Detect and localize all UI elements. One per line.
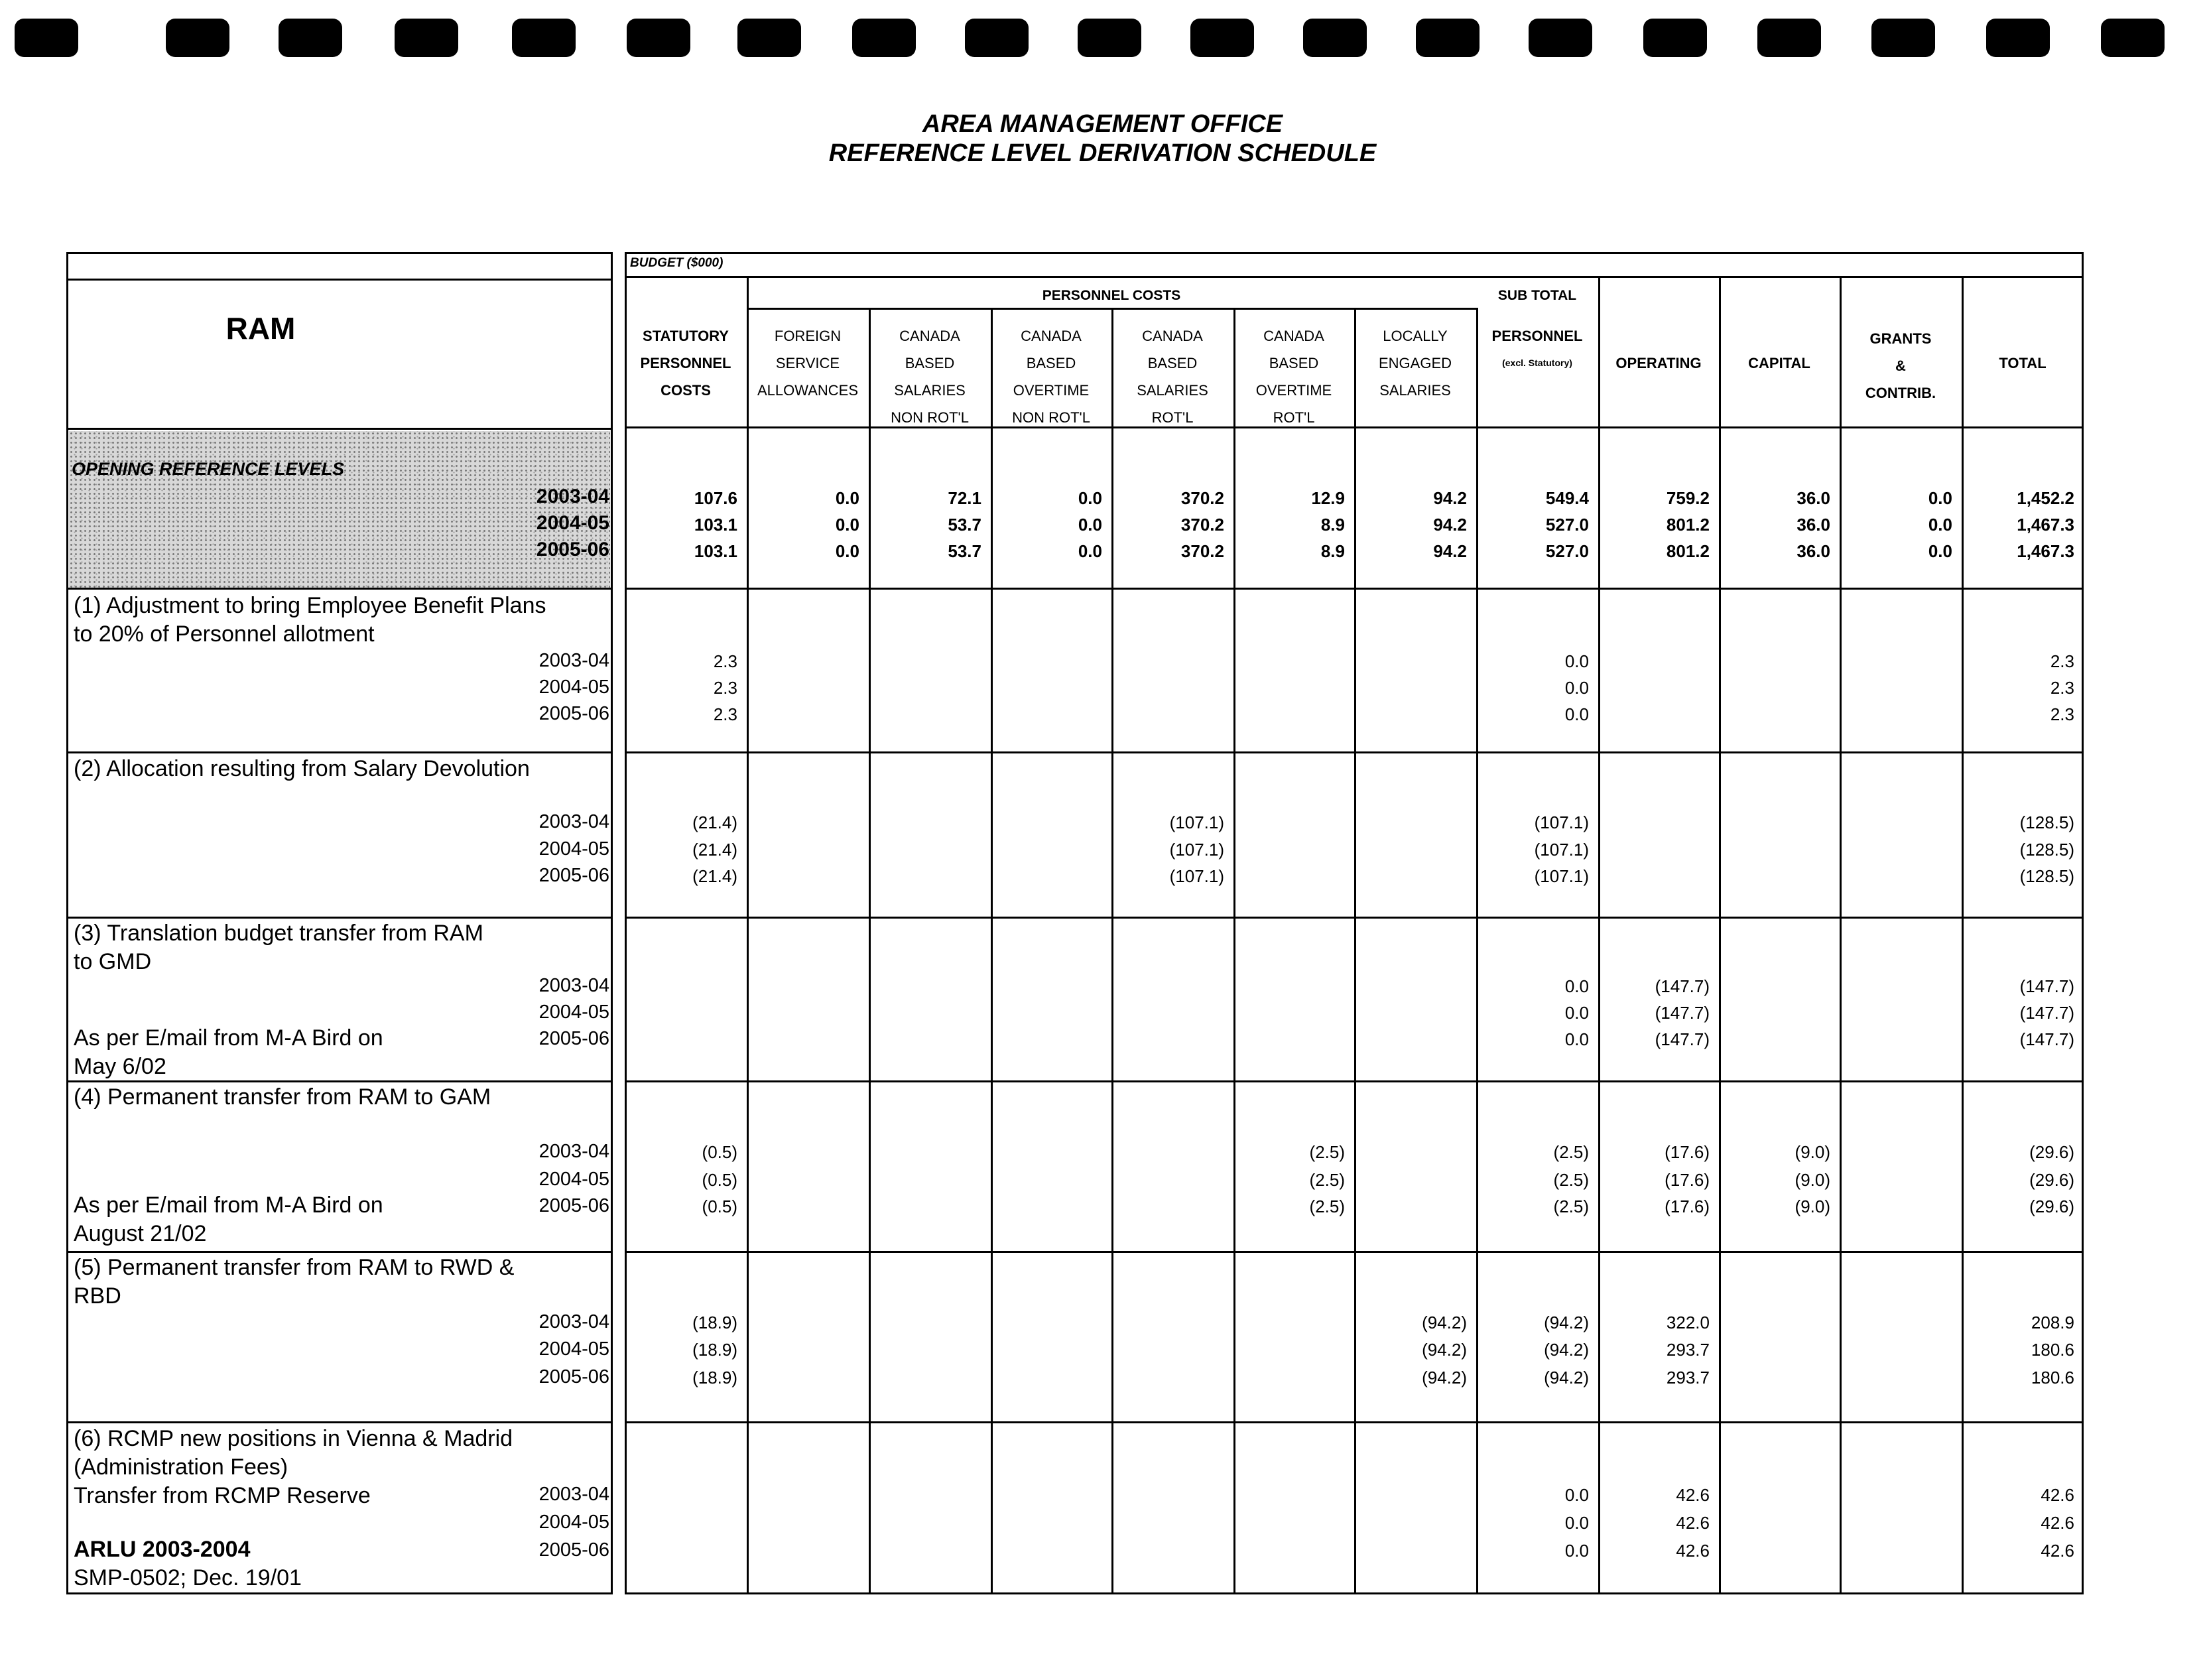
- section-description: (3) Translation budget transfer from RAM: [74, 921, 483, 946]
- table-cell: 36.0: [1796, 541, 1830, 561]
- row-divider: [625, 1421, 2084, 1423]
- table-cell: 94.2: [1433, 541, 1467, 561]
- table-cell: (29.6): [2029, 1196, 2074, 1216]
- table-cell: 0.0: [1078, 541, 1102, 561]
- column-header: [1111, 322, 1233, 431]
- table-cell: 180.6: [2031, 1368, 2074, 1388]
- table-cell: (94.2): [1422, 1368, 1467, 1388]
- table-cell: 42.6: [1676, 1485, 1710, 1505]
- column-header-line: BASED: [1269, 355, 1319, 371]
- table-cell: 322.0: [1666, 1313, 1710, 1332]
- section-description: to 20% of Personnel allotment: [74, 621, 375, 647]
- table-cell: 0.0: [835, 488, 859, 508]
- column-header-line: CANADA: [1263, 328, 1324, 344]
- section-note: ARLU 2003-2004: [74, 1537, 251, 1562]
- personnel-costs-label: PERSONNEL COSTS: [1042, 288, 1181, 303]
- perforation-mark: [1529, 19, 1592, 57]
- table-cell: (94.2): [1544, 1368, 1589, 1388]
- table-cell: 1,467.3: [2017, 541, 2074, 561]
- column-header: [869, 322, 991, 431]
- section-description: (Administration Fees): [74, 1454, 288, 1480]
- perforation-mark: [15, 19, 78, 57]
- row-divider: [625, 917, 2084, 919]
- table-cell: 8.9: [1320, 515, 1345, 535]
- fiscal-year-label: 2004-05: [538, 677, 609, 698]
- column-header-line: CANADA: [1142, 328, 1203, 344]
- perforation-mark: [1078, 19, 1141, 57]
- table-cell: 42.6: [1676, 1513, 1710, 1533]
- table-cell: (18.9): [692, 1368, 737, 1388]
- column-header-line: SALARIES: [1137, 382, 1208, 399]
- table-cell: (2.5): [1309, 1196, 1345, 1216]
- left-header-divider: [66, 279, 613, 281]
- table-cell: 0.0: [1564, 678, 1589, 698]
- table-cell: 2.3: [2050, 651, 2074, 671]
- table-cell: 0.0: [1928, 515, 1952, 535]
- column-header-line: GRANTS: [1869, 330, 1932, 347]
- table-cell: (147.7): [2019, 1029, 2074, 1049]
- row-divider: [625, 1080, 2084, 1082]
- fiscal-year-label: 2003-04: [538, 650, 609, 671]
- column-divider: [1962, 276, 1964, 1594]
- table-cell: (128.5): [2019, 840, 2074, 860]
- table-cell: 180.6: [2031, 1340, 2074, 1360]
- table-cell: (0.5): [702, 1142, 737, 1162]
- column-header: [1476, 322, 1598, 377]
- column-header-line: LOCALLY: [1383, 328, 1448, 344]
- table-cell: 0.0: [1564, 651, 1589, 671]
- table-cell: 0.0: [1564, 704, 1589, 724]
- table-cell: (18.9): [692, 1313, 737, 1332]
- table-cell: (107.1): [1534, 812, 1589, 832]
- column-header-line: ALLOWANCES: [757, 382, 858, 399]
- fiscal-year-label: 2003-04: [538, 1484, 609, 1505]
- column-header-line: NON ROT'L: [891, 409, 969, 426]
- table-cell: (2.5): [1309, 1142, 1345, 1162]
- table-cell: 36.0: [1796, 488, 1830, 508]
- column-header-line: CANADA: [899, 328, 960, 344]
- section-note: As per E/mail from M-A Bird on: [74, 1193, 383, 1218]
- fiscal-year-label: 2004-05: [538, 1338, 609, 1360]
- table-cell: 549.4: [1545, 488, 1589, 508]
- table-cell: 293.7: [1666, 1368, 1710, 1388]
- fiscal-year-label: 2004-05: [538, 1002, 609, 1023]
- fiscal-year-label: 2004-05: [538, 1512, 609, 1533]
- table-cell: (147.7): [1655, 1029, 1710, 1049]
- table-cell: (9.0): [1795, 1170, 1830, 1190]
- section-description: (6) RCMP new positions in Vienna & Madrid: [74, 1426, 513, 1451]
- column-header-line: CANADA: [1021, 328, 1082, 344]
- table-cell: (9.0): [1795, 1196, 1830, 1216]
- opening-year: 2004-05: [536, 512, 609, 534]
- section-description: RBD: [74, 1283, 121, 1309]
- table-cell: (2.5): [1553, 1196, 1589, 1216]
- fiscal-year-label: 2003-04: [538, 811, 609, 832]
- column-header-line: OVERTIME: [1013, 382, 1090, 399]
- perforation-strip: [0, 19, 2205, 65]
- table-cell: (21.4): [692, 840, 737, 860]
- table-cell: 370.2: [1180, 515, 1224, 535]
- fiscal-year-label: 2005-06: [538, 1028, 609, 1049]
- table-cell: (147.7): [1655, 1003, 1710, 1023]
- column-header-line: SERVICE: [775, 355, 840, 371]
- ram-header: RAM: [225, 311, 296, 346]
- table-cell: (147.7): [2019, 976, 2074, 996]
- fiscal-year-label: 2005-06: [538, 865, 609, 886]
- table-cell: (107.1): [1169, 840, 1224, 860]
- table-cell: (107.1): [1534, 866, 1589, 886]
- perforation-mark: [737, 19, 801, 57]
- table-cell: 370.2: [1180, 541, 1224, 561]
- column-header-line: &: [1895, 357, 1906, 374]
- table-cell: (107.1): [1169, 866, 1224, 886]
- table-cell: 759.2: [1666, 488, 1710, 508]
- table-cell: 0.0: [1564, 1485, 1589, 1505]
- perforation-mark: [1303, 19, 1367, 57]
- table-cell: 1,467.3: [2017, 515, 2074, 535]
- perforation-mark: [1871, 19, 1935, 57]
- table-cell: (94.2): [1544, 1340, 1589, 1360]
- table-cell: 42.6: [1676, 1541, 1710, 1561]
- opening-stipple-background: [69, 431, 610, 588]
- perforation-mark: [852, 19, 916, 57]
- column-header-line: PERSONNEL: [1491, 328, 1583, 344]
- opening-year: 2003-04: [536, 485, 609, 507]
- section-description: (2) Allocation resulting from Salary Devolution: [74, 756, 530, 781]
- perforation-mark: [512, 19, 576, 57]
- perforation-mark: [1190, 19, 1254, 57]
- table-cell: (94.2): [1422, 1313, 1467, 1332]
- table-cell: (2.5): [1553, 1142, 1589, 1162]
- table-cell: 527.0: [1545, 541, 1589, 561]
- table-cell: (18.9): [692, 1340, 737, 1360]
- perforation-mark: [1986, 19, 2050, 57]
- section-note: SMP-0502; Dec. 19/01: [74, 1565, 302, 1590]
- table-cell: 0.0: [1928, 488, 1952, 508]
- table-cell: (9.0): [1795, 1142, 1830, 1162]
- perforation-mark: [279, 19, 342, 57]
- table-cell: 94.2: [1433, 515, 1467, 535]
- row-divider: [625, 751, 2084, 753]
- table-cell: 2.3: [2050, 678, 2074, 698]
- table-cell: 53.7: [948, 515, 981, 535]
- row-divider: [66, 1251, 613, 1253]
- column-header: [1354, 322, 1476, 404]
- section-note: August 21/02: [74, 1221, 207, 1246]
- row-divider: [66, 751, 613, 753]
- page-title: AREA MANAGEMENT OFFICE: [922, 110, 1283, 138]
- row-divider: [66, 588, 613, 590]
- left-header-bottom: [66, 428, 613, 430]
- table-cell: 527.0: [1545, 515, 1589, 535]
- table-cell: 2.3: [713, 651, 737, 671]
- column-header-line: (excl. Statutory): [1502, 357, 1572, 368]
- opening-year: 2005-06: [536, 539, 609, 560]
- table-cell: 0.0: [1078, 515, 1102, 535]
- section-description: Transfer from RCMP Reserve: [74, 1483, 371, 1508]
- table-cell: 0.0: [1564, 1003, 1589, 1023]
- column-header-line: SALARIES: [894, 382, 966, 399]
- fiscal-year-label: 2005-06: [538, 1195, 609, 1216]
- table-cell: 0.0: [835, 515, 859, 535]
- row-divider: [66, 1421, 613, 1423]
- column-header-line: OVERTIME: [1255, 382, 1332, 399]
- table-cell: (21.4): [692, 812, 737, 832]
- table-cell: (17.6): [1665, 1196, 1710, 1216]
- perforation-mark: [2101, 19, 2165, 57]
- row-divider: [625, 588, 2084, 590]
- column-header-line: ROT'L: [1273, 409, 1315, 426]
- table-cell: (29.6): [2029, 1142, 2074, 1162]
- table-cell: 36.0: [1796, 515, 1830, 535]
- column-header-line: PERSONNEL: [640, 355, 731, 371]
- table-cell: 12.9: [1311, 488, 1345, 508]
- table-cell: 0.0: [835, 541, 859, 561]
- opening-reference-levels-label: OPENING REFERENCE LEVELS: [72, 459, 345, 479]
- column-header: [625, 322, 747, 404]
- column-header: [1840, 325, 1962, 407]
- section-note: May 6/02: [74, 1054, 166, 1079]
- column-header-line: ROT'L: [1151, 409, 1194, 426]
- fiscal-year-label: 2004-05: [538, 838, 609, 860]
- column-divider: [1598, 276, 1600, 1594]
- column-header-line: COSTS: [661, 382, 711, 399]
- perforation-mark: [395, 19, 458, 57]
- table-cell: (107.1): [1169, 812, 1224, 832]
- column-header-line: STATUTORY: [643, 328, 729, 344]
- table-cell: 42.6: [2041, 1541, 2074, 1561]
- page-subtitle: REFERENCE LEVEL DERIVATION SCHEDULE: [828, 139, 1377, 167]
- section-description: (1) Adjustment to bring Employee Benefit Plans: [74, 593, 546, 618]
- table-cell: (2.5): [1553, 1170, 1589, 1190]
- perforation-mark: [965, 19, 1029, 57]
- fiscal-year-label: 2003-04: [538, 1141, 609, 1162]
- table-cell: 2.3: [2050, 704, 2074, 724]
- column-header-line: FOREIGN: [774, 328, 842, 344]
- column-header-line: CONTRIB.: [1865, 385, 1936, 401]
- column-divider: [747, 276, 749, 1594]
- perforation-mark: [166, 19, 229, 57]
- table-cell: 103.1: [694, 541, 737, 561]
- sub-total-label: SUB TOTAL: [1497, 288, 1577, 303]
- fiscal-year-label: 2005-06: [538, 1539, 609, 1561]
- table-cell: 0.0: [1928, 541, 1952, 561]
- column-divider: [1840, 276, 1842, 1594]
- table-cell: 370.2: [1180, 488, 1224, 508]
- table-cell: 0.0: [1564, 976, 1589, 996]
- row-divider: [625, 1251, 2084, 1253]
- table-cell: 293.7: [1666, 1340, 1710, 1360]
- column-divider: [1719, 276, 1721, 1594]
- table-cell: 53.7: [948, 541, 981, 561]
- table-cell: (17.6): [1665, 1170, 1710, 1190]
- column-header: [1598, 350, 1719, 377]
- row-divider: [66, 917, 613, 919]
- table-cell: 72.1: [948, 488, 981, 508]
- table-cell: (21.4): [692, 866, 737, 886]
- fiscal-year-label: 2005-06: [538, 1366, 609, 1388]
- budget-label: BUDGET ($000): [630, 256, 724, 270]
- table-cell: 2.3: [713, 704, 737, 724]
- table-cell: (94.2): [1544, 1313, 1589, 1332]
- table-cell: (147.7): [1655, 976, 1710, 996]
- section-description: (5) Permanent transfer from RAM to RWD &: [74, 1255, 515, 1280]
- table-cell: 1,452.2: [2017, 488, 2074, 508]
- table-cell: 107.6: [694, 488, 737, 508]
- table-cell: 0.0: [1564, 1029, 1589, 1049]
- column-header-line: OPERATING: [1615, 355, 1702, 371]
- table-cell: (0.5): [702, 1170, 737, 1190]
- table-cell: (147.7): [2019, 1003, 2074, 1023]
- table-cell: 801.2: [1666, 515, 1710, 535]
- table-cell: 208.9: [2031, 1313, 2074, 1332]
- table-cell: 103.1: [694, 515, 737, 535]
- table-cell: (0.5): [702, 1196, 737, 1216]
- column-header-line: BASED: [1147, 355, 1198, 371]
- section-note: As per E/mail from M-A Bird on: [74, 1025, 383, 1051]
- table-cell: 801.2: [1666, 541, 1710, 561]
- table-cell: 0.0: [1564, 1541, 1589, 1561]
- column-header-line: SALARIES: [1379, 382, 1451, 399]
- fiscal-year-label: 2003-04: [538, 975, 609, 996]
- table-cell: 42.6: [2041, 1485, 2074, 1505]
- table-cell: (128.5): [2019, 812, 2074, 832]
- column-header-line: NON ROT'L: [1012, 409, 1090, 426]
- table-cell: 94.2: [1433, 488, 1467, 508]
- table-cell: 42.6: [2041, 1513, 2074, 1533]
- table-cell: (2.5): [1309, 1170, 1345, 1190]
- column-header-line: BASED: [1026, 355, 1076, 371]
- table-cell: (94.2): [1422, 1340, 1467, 1360]
- fiscal-year-label: 2003-04: [538, 1311, 609, 1332]
- column-header-line: TOTAL: [1999, 355, 2047, 371]
- fiscal-year-label: 2005-06: [538, 703, 609, 724]
- table-cell: 2.3: [713, 678, 737, 698]
- column-header: [1719, 350, 1840, 377]
- table-cell: 8.9: [1320, 541, 1345, 561]
- table-cell: 0.0: [1564, 1513, 1589, 1533]
- column-header-line: CAPITAL: [1748, 355, 1810, 371]
- column-header: [747, 322, 869, 404]
- perforation-mark: [1757, 19, 1821, 57]
- section-description: to GMD: [74, 949, 152, 974]
- perforation-mark: [627, 19, 690, 57]
- column-header: [1233, 322, 1354, 431]
- section-description: (4) Permanent transfer from RAM to GAM: [74, 1084, 491, 1110]
- budget-divider: [625, 276, 2084, 278]
- column-header-line: ENGAGED: [1378, 355, 1452, 371]
- column-header: [1962, 350, 2084, 377]
- table-cell: 0.0: [1078, 488, 1102, 508]
- table-cell: (17.6): [1665, 1142, 1710, 1162]
- table-cell: (29.6): [2029, 1170, 2074, 1190]
- perforation-mark: [1416, 19, 1480, 57]
- fiscal-year-label: 2004-05: [538, 1169, 609, 1190]
- table-cell: (107.1): [1534, 840, 1589, 860]
- column-header-line: BASED: [905, 355, 955, 371]
- perforation-mark: [1643, 19, 1707, 57]
- column-header: [991, 322, 1111, 431]
- table-cell: (128.5): [2019, 866, 2074, 886]
